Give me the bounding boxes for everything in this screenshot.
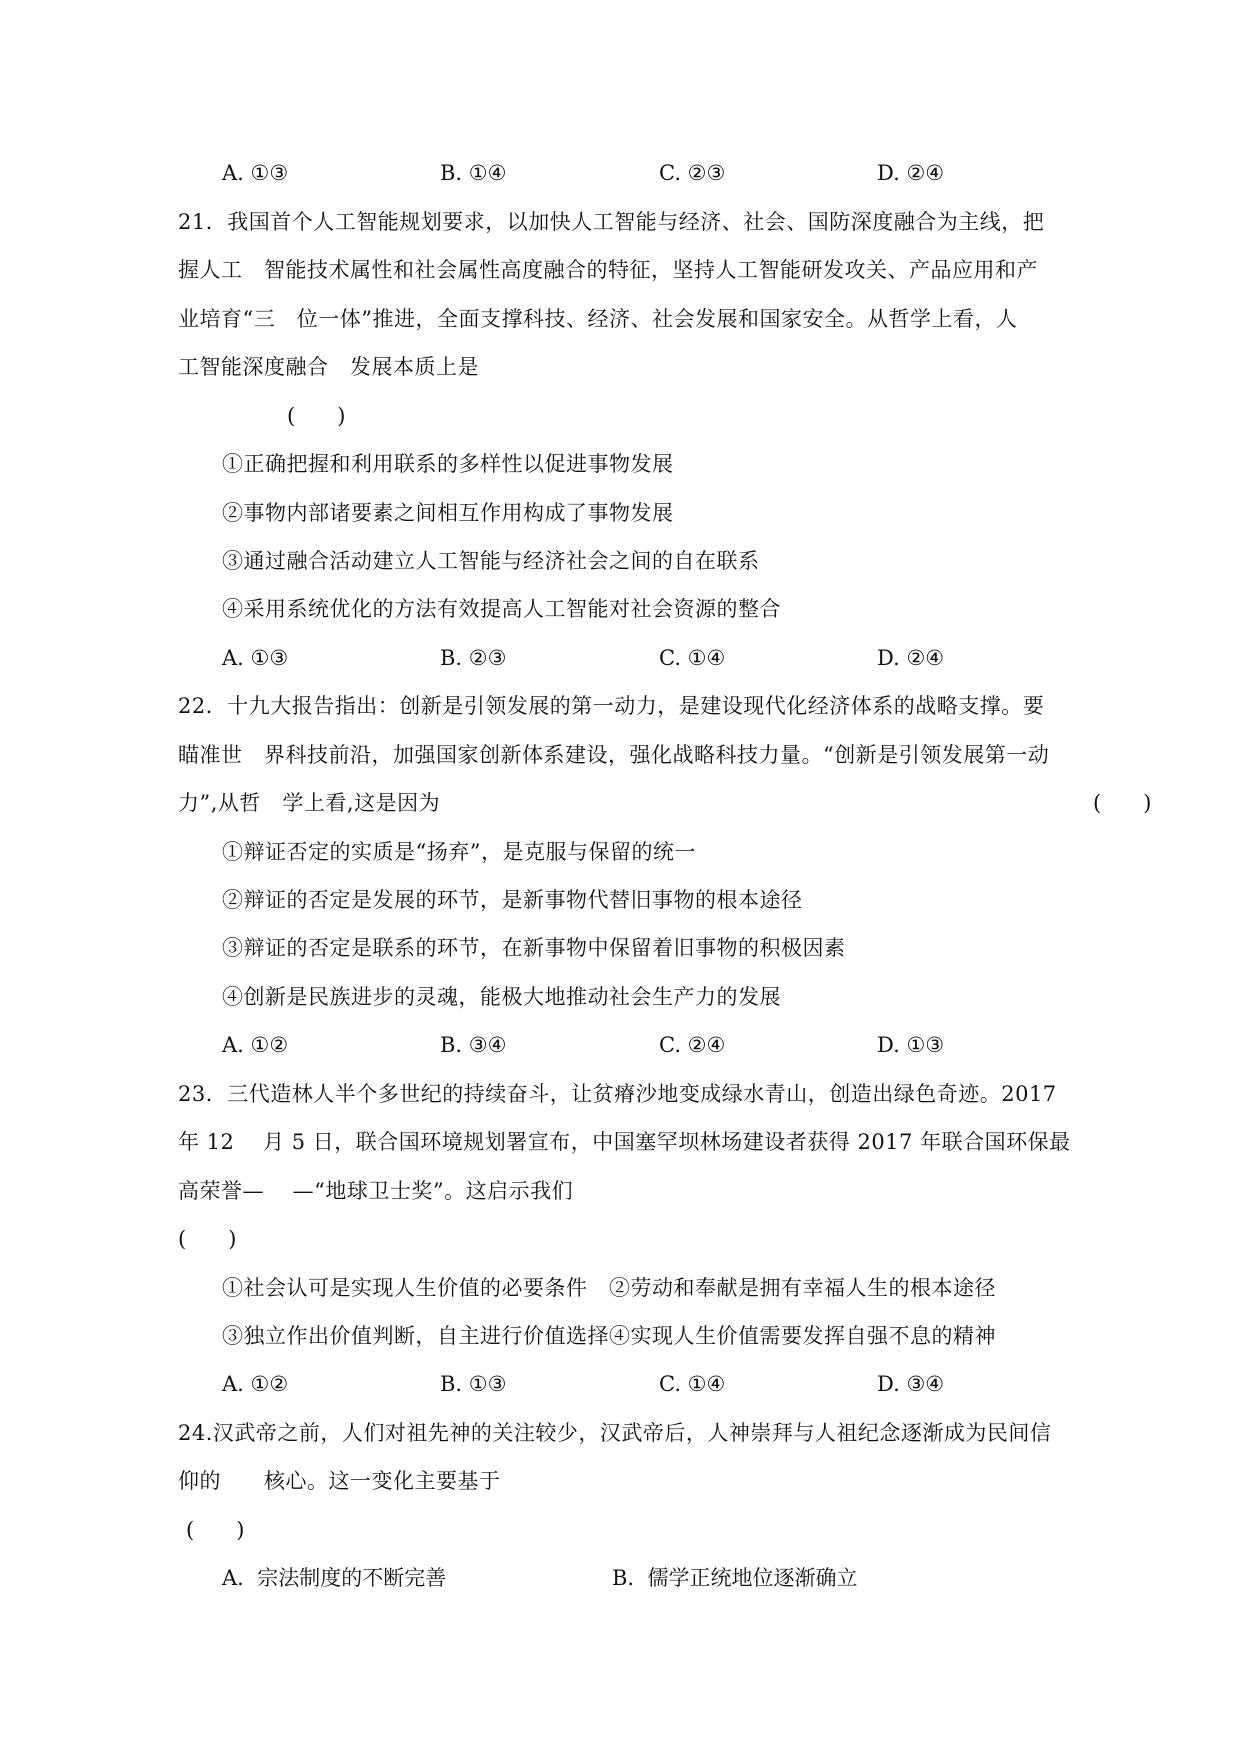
q21-option-a: A. ①③ [222,646,289,670]
q24-answer-paren: ( ) [186,1518,245,1542]
q22-option-b: B. ③④ [440,1033,507,1057]
q22-option-d: D. ①③ [877,1033,945,1057]
q23-answer-paren: ( ) [178,1227,237,1251]
q20-option-b: B. ①④ [440,161,507,185]
q23-option-d: D. ③④ [877,1372,945,1396]
q22-item-4: ④创新是民族进步的灵魂，能极大地推动社会生产力的发展 [222,985,781,1009]
q21-item-2: ②事物内部诸要素之间相互作用构成了事物发展 [222,501,674,525]
q21-item-1: ①正确把握和利用联系的多样性以促进事物发展 [222,452,674,476]
q21-options [222,643,982,673]
q21-stem-line-4: 工智能深度融合 发展本质上是 [178,355,479,379]
q21-item-4: ④采用系统优化的方法有效提高人工智能对社会资源的整合 [222,597,781,621]
q22-option-a: A. ①② [222,1033,289,1057]
q24-option-b: B. 儒学正统地位逐渐确立 [612,1566,858,1590]
q20-option-d: D. ②④ [877,161,945,185]
q23-option-b: B. ①③ [440,1372,507,1396]
q22-stem-line-2: 瞄准世 界科技前沿，加强国家创新体系建设，强化战略科技力量。“创新是引领发展第一动 [178,743,1050,767]
q22-item-2: ②辩证的否定是发展的环节，是新事物代替旧事物的根本途径 [222,888,803,912]
q23-item-1: ①社会认可是实现人生价值的必要条件 ②劳动和奉献是拥有幸福人生的根本途径 [222,1276,996,1300]
q22-item-3: ③辩证的否定是联系的环节，在新事物中保留着旧事物的积极因素 [222,936,846,960]
q23-options [222,1369,982,1399]
q22-stem-line-1: 22．十九大报告指出：创新是引领发展的第一动力，是建设现代化经济体系的战略支撑。要 [178,694,1045,718]
q22-item-1: ①辩证否定的实质是“扬弃”，是克服与保留的统一 [222,840,696,864]
q20-options [222,158,982,188]
q24-stem-line-1: 24.汉武帝之前，人们对祖先神的关注较少，汉武帝后，人神崇拜与人祖纪念逐渐成为民间信 [178,1421,1052,1445]
q23-item-2: ③独立作出价值判断，自主进行价值选择④实现人生价值需要发挥自强不息的精神 [222,1324,996,1348]
q21-stem-line-3: 业培育“三 位一体”推进，全面支撑科技、经济、社会发展和国家安全。从哲学上看，人 [178,307,1018,331]
q22-option-c: C. ②④ [659,1033,726,1057]
q24-stem-line-2: 仰的 核心。这一变化主要基于 [178,1469,501,1493]
q20-option-a: A. ①③ [222,161,289,185]
q21-answer-paren: ( ) [287,404,346,428]
q20-option-c: C. ②③ [659,161,726,185]
q24-option-a: A. 宗法制度的不断完善 [222,1566,447,1590]
q21-option-c: C. ①④ [659,646,726,670]
q23-option-c: C. ①④ [659,1372,726,1396]
q23-stem-line-3: 高荣誉— —“地球卫士奖”。这启示我们 [178,1179,574,1203]
q22-options [222,1030,982,1060]
q23-stem-line-1: 23．三代造林人半个多世纪的持续奋斗，让贫瘠沙地变成绿水青山，创造出绿色奇迹。2017 [178,1082,1057,1106]
q21-option-b: B. ②③ [440,646,507,670]
q22-answer-paren: ( ) [1093,791,1152,815]
q21-item-3: ③通过融合活动建立人工智能与经济社会之间的自在联系 [222,549,760,573]
q22-stem-line-3: 力”,从哲 学上看,这是因为 [178,791,441,815]
q21-stem-line-2: 握人工 智能技术属性和社会属性高度融合的特征，坚持人工智能研发攻关、产品应用和产 [178,258,1038,282]
q21-option-d: D. ②④ [877,646,945,670]
q24-options [222,1563,982,1593]
q23-stem-line-2: 年 12 月 5 日，联合国环境规划署宣布，中国塞罕坝林场建设者获得 2017 年联合国环保最 [178,1130,1071,1154]
q21-stem-line-1: 21．我国首个人工智能规划要求，以加快人工智能与经济、社会、国防深度融合为主线，把 [178,210,1045,234]
q23-option-a: A. ①② [222,1372,289,1396]
